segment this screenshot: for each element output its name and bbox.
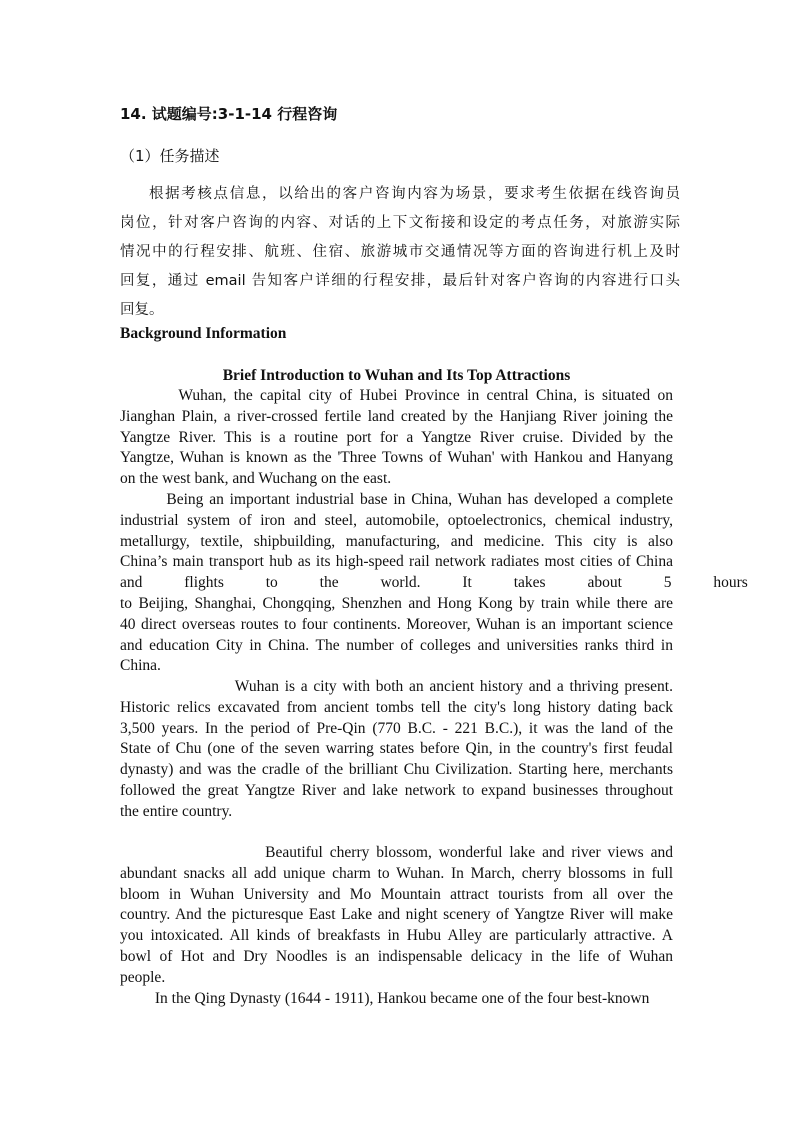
paragraph-line: In the Qing Dynasty (1644 - 1911), Hankou became one of the four best-known (120, 990, 650, 1007)
paragraph-attractions (120, 843, 673, 989)
paragraph-line: to Beijing, Shanghai, Chongqing, Shenzhen and Hong Kong by train while there are (120, 594, 673, 612)
paragraph-line: on the west bank, and Wuchang on the east. (120, 470, 392, 488)
paragraph-industry (120, 490, 748, 677)
task-line: 根据考核点信息，以给出的客户咨询内容为场景，要求考生依据在线咨询员 (149, 186, 680, 202)
paragraph-line: metallurgy, textile, shipbuilding, manufacturing, and medicine. This city is also (120, 532, 673, 550)
article-title: Brief Introduction to Wuhan and Its Top Attractions (222, 367, 571, 384)
paragraph-line: dynasty) and was the cradle of the brilliant Chu Civilization. Starting here, merchants (120, 761, 673, 779)
task-description-paragraph (120, 180, 680, 325)
task-line: 情况中的行程安排、航班、住宿、旅游城市交通情况等方面的咨询进行机上及时 (120, 244, 680, 260)
paragraph-line: China’s main transport hub as its high-speed rail network radiates most cities of China (120, 553, 673, 571)
paragraph-line: Wuhan is a city with both an ancient history and a thriving present. (120, 678, 673, 695)
paragraph-history (120, 677, 673, 823)
paragraph-line: abundant snacks all add unique charm to Wuhan. In March, cherry blossoms in full (120, 864, 673, 882)
task-line: 回复。 (120, 302, 164, 318)
paragraph-line: Historic relics excavated from ancient tombs tell the city's long history dating back (120, 698, 673, 716)
paragraph-line: bloom in Wuhan University and Mo Mountain attract tourists from all over the (120, 885, 673, 903)
paragraph-line: the entire country. (120, 802, 233, 820)
paragraph-line: Wuhan, the capital city of Hubei Province in central China, is situated on (120, 387, 673, 404)
paragraph-line: you intoxicated. All kinds of breakfasts in Hubu Alley are particularly attractive. A (120, 927, 673, 945)
paragraph-line: State of Chu (one of the seven warring states before Qin, in the country's first feudal (120, 740, 673, 758)
paragraph-line: and education City in China. The number of colleges and universities ranks third in (120, 636, 673, 654)
paragraph-line: 40 direct overseas routes to four continents. Moreover, Wuhan is an important science (120, 615, 673, 633)
paragraph-line: Being an important industrial base in China, Wuhan has developed a complete (120, 491, 673, 508)
paragraph-line: industrial system of iron and steel, automobile, optoelectronics, chemical industry, (120, 511, 673, 529)
paragraph-line: and flights to the world. It takes about 5 hours (120, 574, 748, 592)
background-information-label: Background Information (120, 325, 287, 342)
task-line: 岗位，针对客户咨询的内容、对话的上下文衔接和设定的考点任务，对旅游实际 (120, 215, 680, 231)
paragraph-line: country. And the picturesque East Lake and night scenery of Yangtze River will make (120, 906, 673, 924)
paragraph-line: Beautiful cherry blossom, wonderful lake and river views and (120, 844, 673, 861)
paragraph-line: 3,500 years. In the period of Pre-Qin (770 B.C. - 221 B.C.), it was the land of the (120, 719, 673, 737)
section-heading: 14. 试题编号:3-1-14 行程咨询 (120, 105, 338, 123)
paragraph-line: followed the great Yangtze River and lake network to expand businesses throughout (120, 781, 673, 799)
paragraph-qing-dynasty (120, 989, 673, 1010)
paragraph-line: China. (120, 657, 161, 675)
paragraph-line: Yangtze River. This is a routine port for a Yangtze River cruise. Divided by the (120, 428, 673, 446)
paragraph-line: people. (120, 968, 166, 986)
paragraph-line: Jianghan Plain, a river-crossed fertile land created by the Hanjiang River joining the (120, 407, 673, 425)
paragraph-location (120, 386, 673, 490)
task-description-heading: （1）任务描述 (120, 147, 220, 165)
paragraph-line: Yangtze, Wuhan is known as the 'Three Towns of Wuhan' with Hankou and Hanyang (120, 449, 673, 467)
task-line: 回复，通过 email 告知客户详细的行程安排，最后针对客户咨询的内容进行口头 (120, 273, 680, 289)
paragraph-line: bowl of Hot and Dry Noodles is an indispensable delicacy in the life of Wuhan (120, 947, 673, 965)
